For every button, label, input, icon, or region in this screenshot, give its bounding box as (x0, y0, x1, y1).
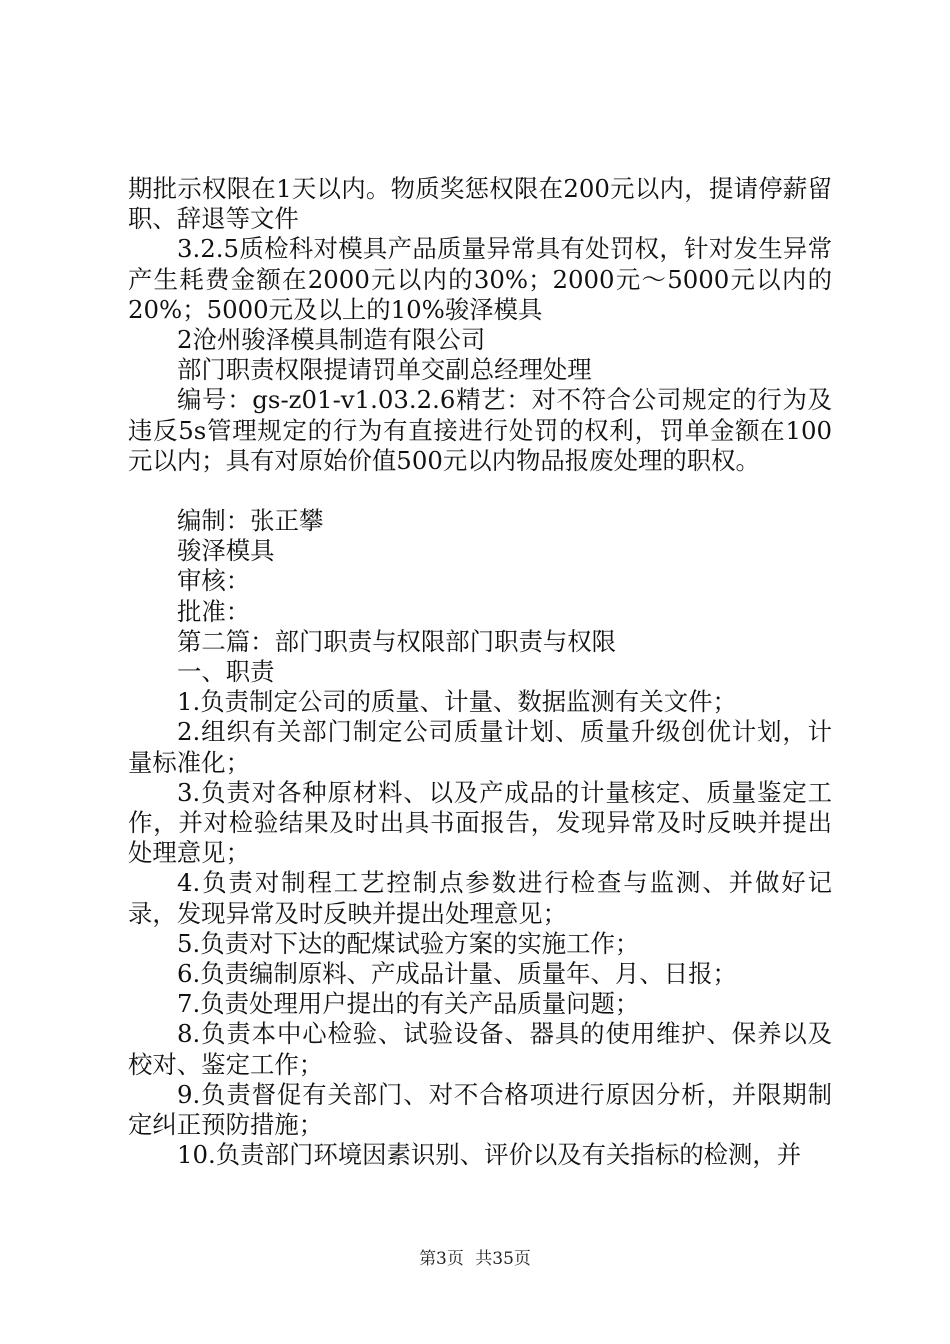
paragraph-5: 编号：gs-z01-v1.03.2.6精艺：对不符合公司规定的行为及违反5s管理规定的行为有直接进行处罚的权利，罚单金额在100元以内；具有对原始价值500元以内物品报废处理的职权。 (128, 385, 832, 475)
paragraph-4: 部门职责权限提请罚单交副总经理处理 (177, 355, 592, 385)
duty-item-3: 3.负责对各种原材料、以及产成品的计量核定、质量鉴定工作，并对检验结果及时出具书面报告，发现异常及时反映并提出处理意见； (128, 777, 832, 868)
page-footer (0, 1244, 950, 1269)
duty-item-4: 4.负责对制程工艺控制点参数进行检查与监测、并做好记录，发现异常及时反映并提出处理意见； (128, 868, 832, 928)
approved-by-line: 批准： (177, 596, 251, 626)
duty-item-5: 5.负责对下达的配煤试验方案的实施工作； (177, 928, 640, 958)
paragraph-3: 2沧州骏泽模具制造有限公司 (177, 325, 486, 355)
reviewed-by-line: 审核： (177, 566, 251, 596)
company-short-name: 骏泽模具 (177, 536, 275, 566)
duty-item-7: 7.负责处理用户提出的有关产品质量问题； (177, 989, 640, 1019)
duty-item-8: 8.负责本中心检验、试验设备、器具的使用维护、保养以及校对、鉴定工作； (128, 1019, 832, 1079)
blank-line (128, 476, 832, 506)
page-total: 共35页 (475, 1249, 531, 1269)
duty-item-2: 2.组织有关部门制定公司质量计划、质量升级创优计划，计量标准化； (128, 717, 832, 777)
paragraph-2: 3.2.5质检科对模具产品质量异常具有处罚权，针对发生异常产生耗费金额在2000元以内的30%；2000元～5000元以内的20%；5000元及以上的10%骏泽模具 (128, 234, 832, 324)
duty-item-10: 10.负责部门环境因素识别、评价以及有关指标的检测，并 (177, 1140, 802, 1170)
section-heading-duties: 一、职责 (177, 657, 275, 687)
duty-item-9: 9.负责督促有关部门、对不合格项进行原因分析，并限期制定纠正预防措施； (128, 1079, 832, 1140)
page-body (128, 174, 832, 1171)
section-title: 第二篇：部门职责与权限部门职责与权限 (177, 626, 617, 656)
duty-item-1: 1.负责制定公司的质量、计量、数据监测有关文件； (177, 687, 737, 717)
page-number: 第3页 (419, 1249, 464, 1269)
paragraph-1: 期批示权限在1天以内。物质奖惩权限在200元以内，提请停薪留职、辞退等文件 (128, 174, 832, 234)
compiled-by-line: 编制：张正攀 (177, 506, 324, 536)
duty-item-6: 6.负责编制原料、产成品计量、质量年、月、日报； (177, 959, 737, 989)
